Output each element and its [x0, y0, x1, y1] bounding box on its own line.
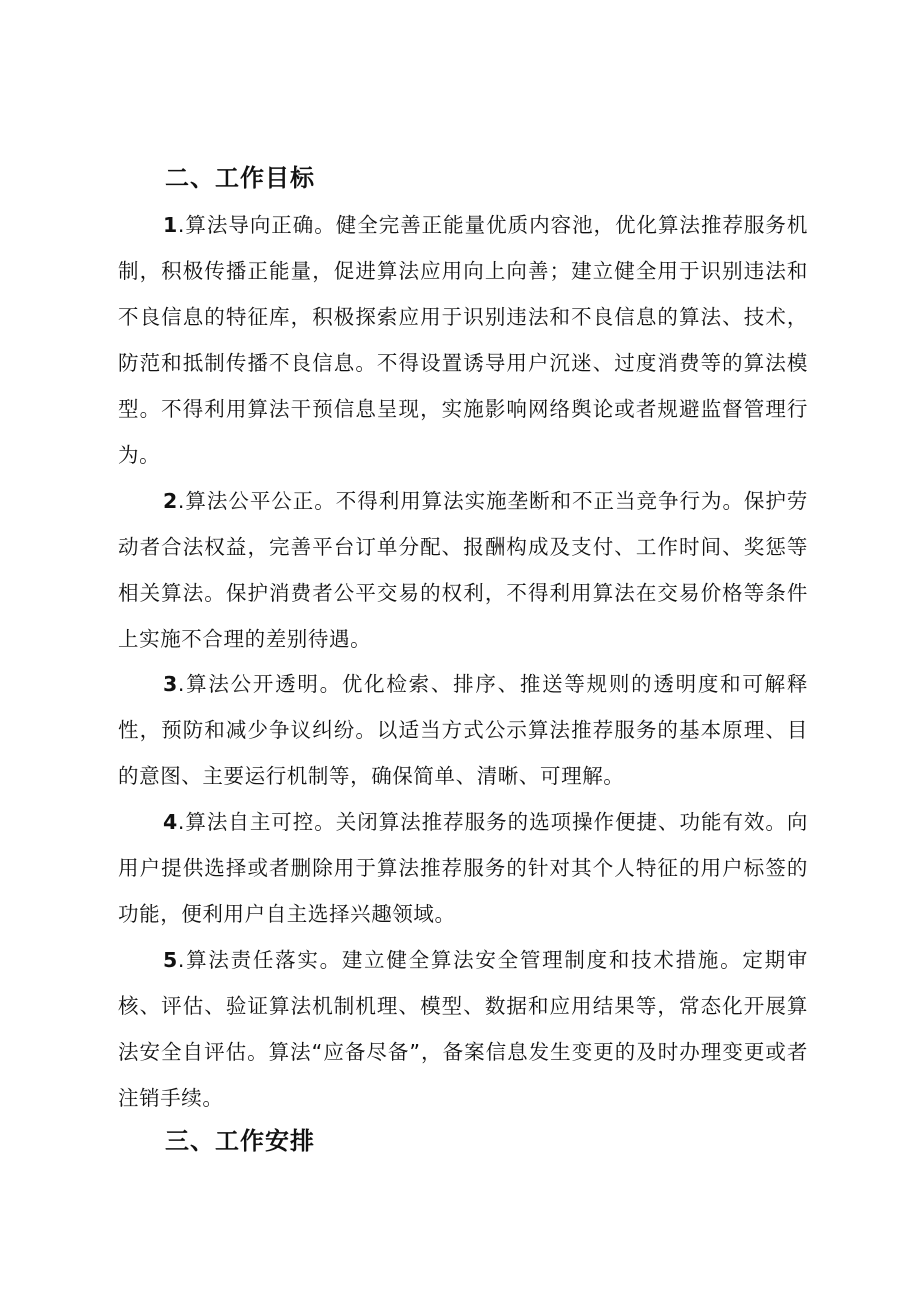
paragraph-number: 5 — [163, 948, 178, 972]
paragraph-text: .算法责任落实。建立健全算法安全管理制度和技术措施。定期审核、评估、验证算法机制机理、模型、数据和应用结果等，常态化开展算法安全自评估。算法“应备尽备”，备案信息发生变更的及时办理变更或者注销手续。 — [118, 948, 808, 1110]
paragraph-2 — [118, 478, 808, 662]
paragraph-3 — [118, 661, 808, 799]
paragraph-1 — [118, 202, 808, 478]
paragraph-text: .算法自主可控。关闭算法推荐服务的选项操作便捷、功能有效。向用户提供选择或者删除用于算法推荐服务的针对其个人特征的用户标签的功能，便利用户自主选择兴趣领域。 — [118, 810, 808, 926]
paragraph-number: 4 — [163, 810, 178, 834]
section-heading-work-goals: 二、工作目标 — [165, 164, 315, 192]
paragraph-text: .算法公平公正。不得利用算法实施垄断和不正当竞争行为。保护劳动者合法权益，完善平台订单分配、报酬构成及支付、工作时间、奖惩等相关算法。保护消费者公平交易的权利，不得利用算法在交易价格等条件上实施不合理的差别待遇。 — [118, 489, 808, 651]
paragraph-text: .算法导向正确。健全完善正能量优质内容池，优化算法推荐服务机制，积极传播正能量，促进算法应用向上向善；建立健全用于识别违法和不良信息的特征库，积极探索应用于识别违法和不良信息的算法、技术，防范和抵制传播不良信息。不得设置诱导用户沉迷、过度消费等的算法模型。不得利用算法干预信息呈现，实施影响网络舆论或者规避监督管理行为。 — [118, 213, 808, 467]
paragraph-5 — [118, 937, 808, 1121]
section-heading-work-arrangement: 三、工作安排 — [165, 1127, 315, 1155]
paragraph-number: 2 — [163, 489, 178, 513]
paragraph-4 — [118, 799, 808, 937]
paragraph-text: .算法公开透明。优化检索、排序、推送等规则的透明度和可解释性，预防和减少争议纠纷。以适当方式公示算法推荐服务的基本原理、目的意图、主要运行机制等，确保简单、清晰、可理解。 — [118, 672, 808, 788]
paragraph-number: 3 — [163, 672, 178, 696]
paragraph-number: 1 — [163, 213, 178, 237]
